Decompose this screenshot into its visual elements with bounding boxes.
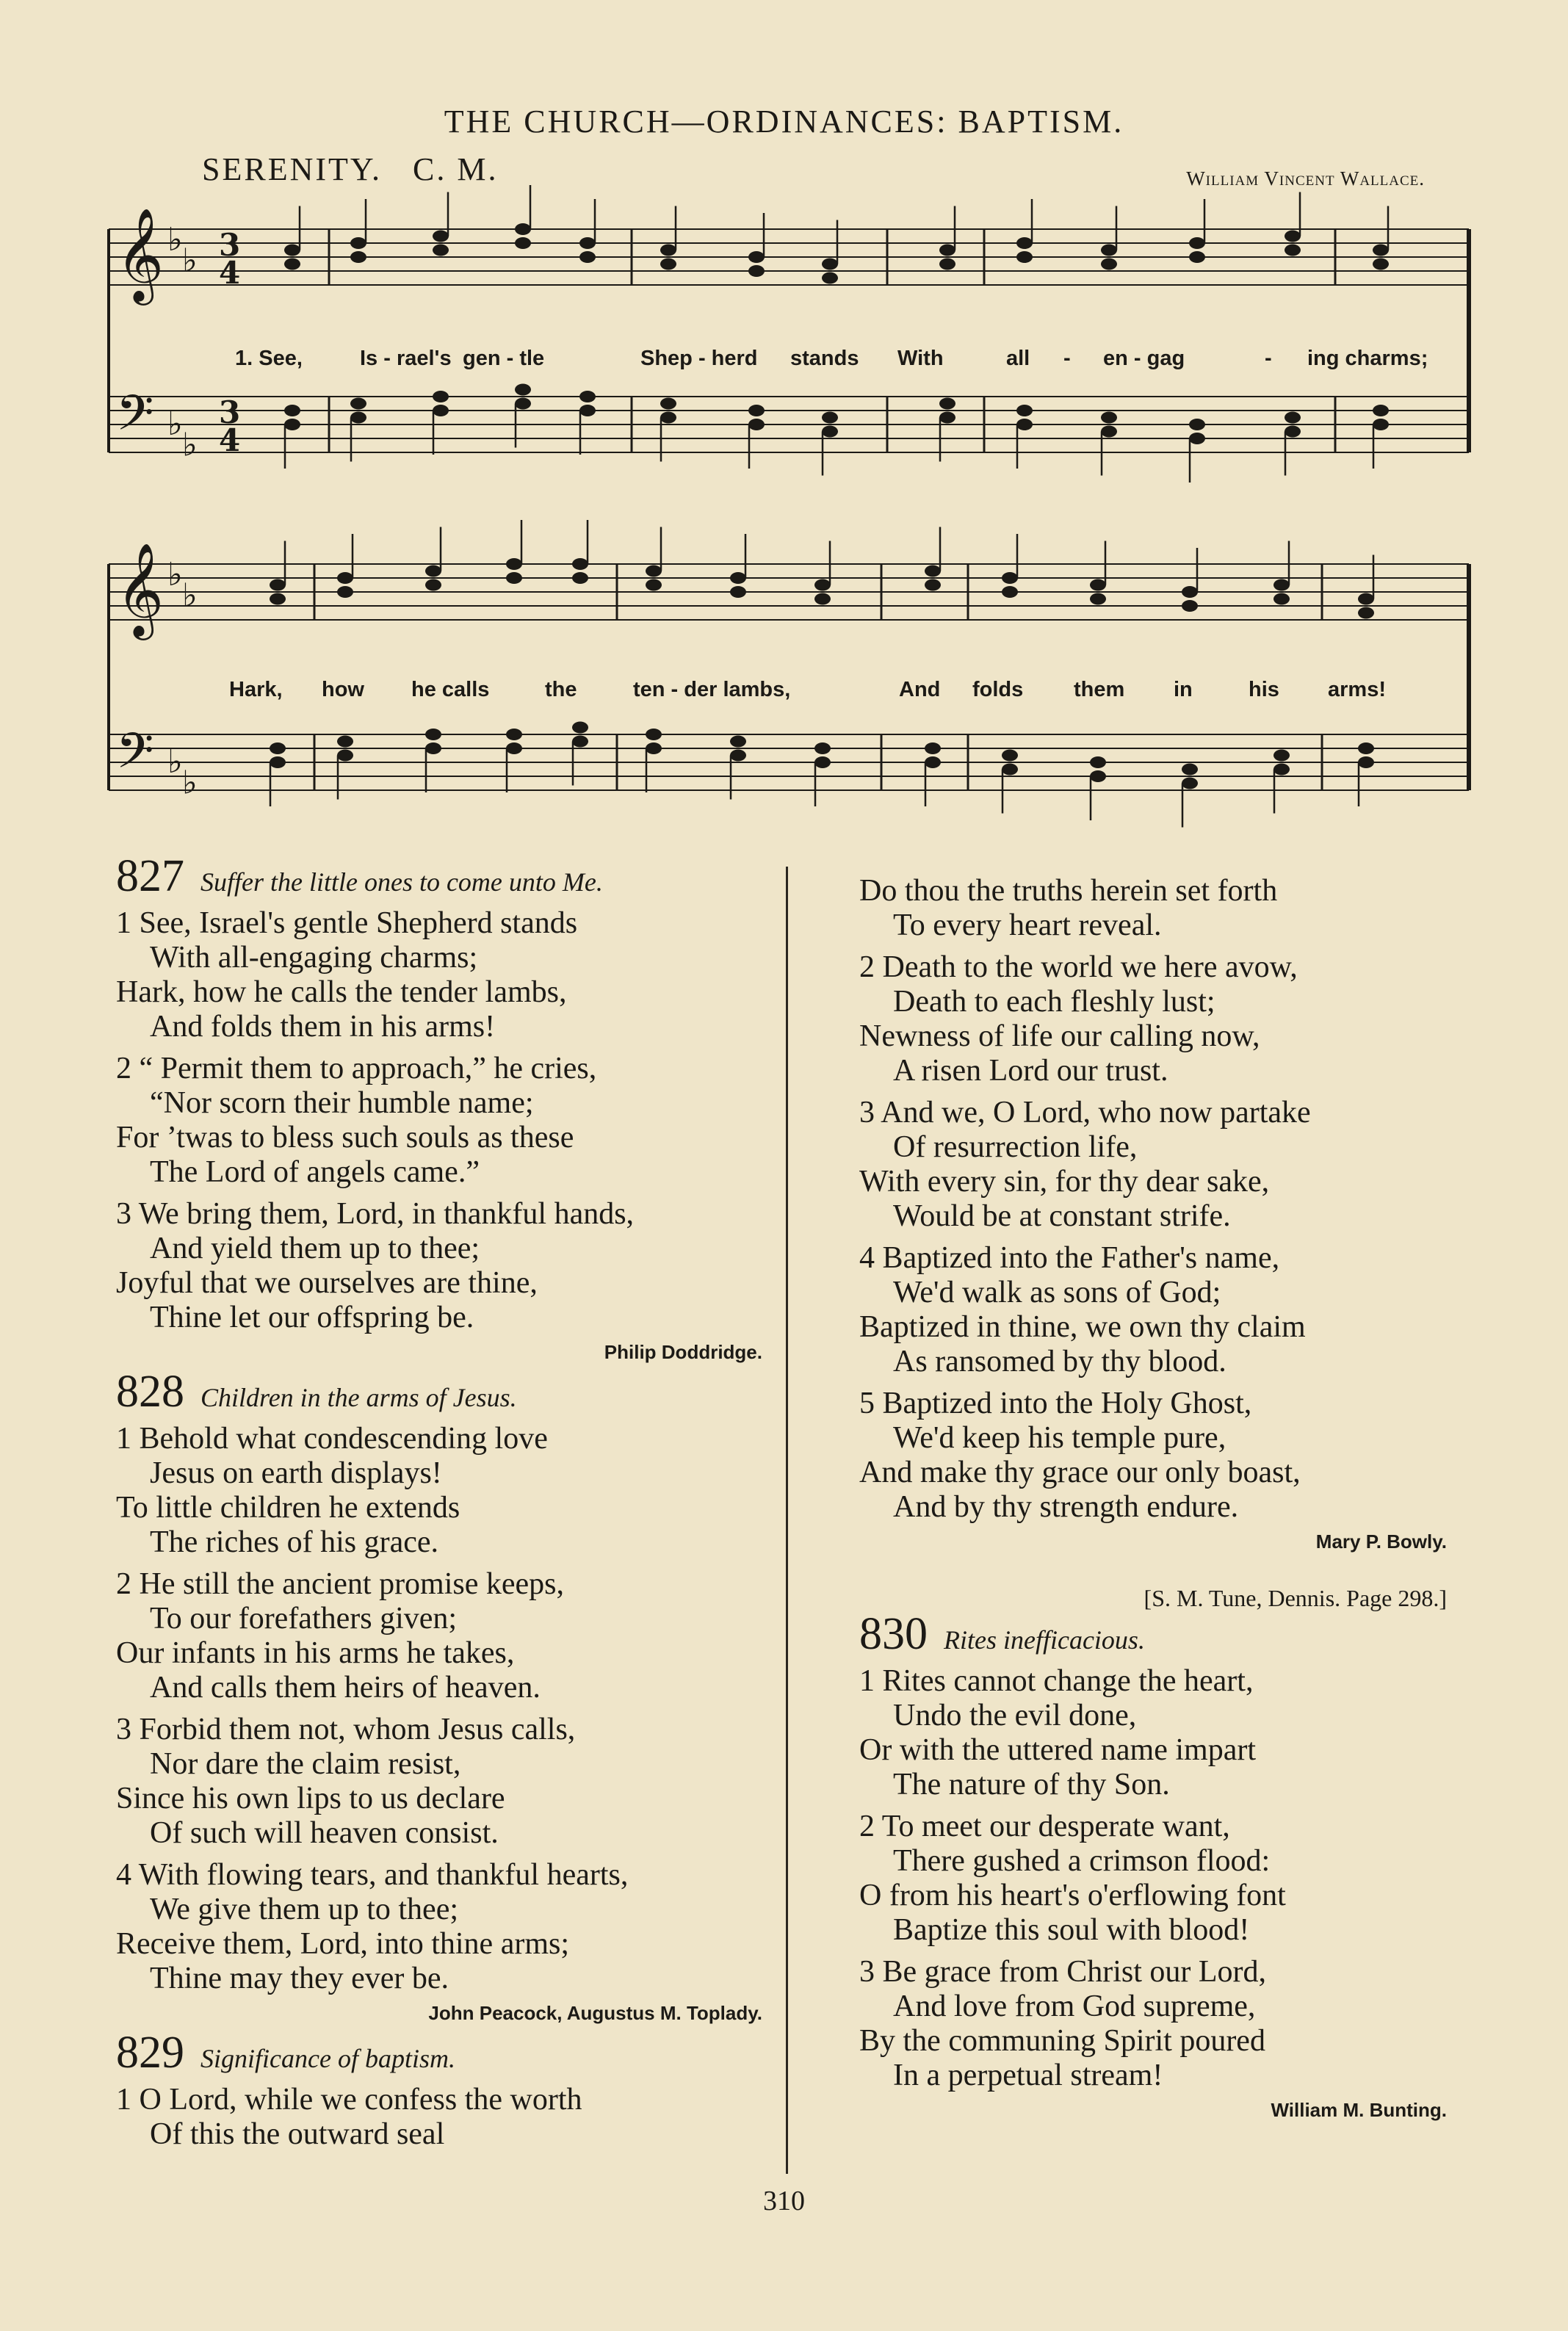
stanza <box>116 1197 762 1335</box>
stanza-line: Do thou the truths herein set forth <box>859 874 1278 908</box>
stanza-line: The nature of thy Son. <box>893 1768 1170 1801</box>
stanza-line: As ransomed by thy blood. <box>893 1345 1226 1378</box>
note-head <box>506 572 522 584</box>
music-score <box>0 0 1568 852</box>
note-head <box>579 391 596 402</box>
note-head <box>1002 764 1018 776</box>
note-head <box>1285 412 1301 424</box>
note-head <box>270 742 286 754</box>
hymn-stanzas <box>116 2083 762 2152</box>
lyric-word: Hark, <box>229 678 283 701</box>
note-head <box>1358 593 1374 605</box>
stanza <box>116 1052 762 1190</box>
note-head <box>1002 586 1018 598</box>
note-head <box>433 391 449 402</box>
hymn-title: Children in the arms of Jesus. <box>200 1383 517 1412</box>
note-head <box>939 412 955 424</box>
stanza-line: 4 With flowing tears, and thankful hearts, <box>116 1858 629 1892</box>
flat-icon: ♭ <box>182 577 198 615</box>
note-head <box>1101 426 1117 438</box>
flat-icon: ♭ <box>167 556 183 593</box>
note-head <box>1285 245 1301 256</box>
note-head <box>822 412 838 424</box>
lyric-word: Is - rael's <box>360 347 452 370</box>
hymn-author: Mary P. Bowly. <box>1315 1530 1447 1553</box>
stanza-line: The Lord of angels came.” <box>150 1155 480 1189</box>
stanza-line: With all-engaging charms; <box>150 941 478 975</box>
stanza <box>859 1241 1447 1379</box>
lyric-word: all <box>1006 347 1030 370</box>
stanza-line: Of this the outward seal <box>150 2117 445 2151</box>
stanza-line: Undo the evil done, <box>893 1699 1137 1732</box>
note-head <box>1016 251 1033 263</box>
note-head <box>572 558 588 570</box>
note-head <box>925 565 941 577</box>
note-head <box>425 565 441 577</box>
note-head <box>925 756 941 768</box>
note-head <box>1090 756 1106 768</box>
stanza-line: With every sin, for thy dear sake, <box>859 1165 1270 1199</box>
hymn-header <box>116 1367 762 1422</box>
stanza-line: To every heart reveal. <box>893 908 1162 942</box>
hymn-829 <box>116 2028 762 2152</box>
note-head <box>1182 764 1198 776</box>
note-head <box>425 742 441 754</box>
note-head <box>1285 426 1301 438</box>
bass-clef-icon: 𝄢 <box>116 723 154 791</box>
note-head <box>270 756 286 768</box>
stanza-line: Receive them, Lord, into thine arms; <box>116 1927 569 1961</box>
note-head <box>822 426 838 438</box>
hymn-title: Suffer the little ones to come unto Me. <box>200 867 603 897</box>
stanza-line: 1 Rites cannot change the heart, <box>859 1664 1254 1698</box>
note-head <box>425 729 441 740</box>
stanza-line: 3 And we, O Lord, who now partake <box>859 1096 1311 1130</box>
time-signature: 3 <box>219 227 241 263</box>
note-head <box>660 398 676 410</box>
lyric-word: arms! <box>1328 678 1386 701</box>
stanza-line: Thine may they ever be. <box>150 1962 449 1995</box>
stanza <box>116 1422 762 1560</box>
note-head <box>1090 770 1106 782</box>
hymn-number: 829 <box>116 2028 184 2078</box>
page-number: 310 <box>763 2186 805 2216</box>
note-head <box>579 237 596 249</box>
note-head <box>337 572 353 584</box>
stanza <box>859 1096 1447 1234</box>
column-divider <box>786 867 788 2174</box>
note-head <box>1189 237 1205 249</box>
stanza-line: 1 O Lord, while we confess the worth <box>116 2083 582 2117</box>
note-head <box>730 572 746 584</box>
hymn-number: 827 <box>116 851 184 901</box>
note-head <box>748 265 765 277</box>
hymn-stanzas <box>116 906 762 1335</box>
note-head <box>814 742 831 754</box>
time-signature: 3 <box>219 394 241 430</box>
treble-clef-icon: 𝄞 <box>116 207 165 301</box>
stanza <box>859 1955 1447 2093</box>
flat-icon: ♭ <box>182 426 198 464</box>
note-head <box>939 398 955 410</box>
stanza-line: Nor dare the claim resist, <box>150 1747 461 1781</box>
note-head <box>270 593 286 605</box>
note-head <box>1182 586 1198 598</box>
note-head <box>270 579 286 591</box>
stanza-line: And yield them up to thee; <box>150 1232 480 1265</box>
note-head <box>822 259 838 270</box>
note-head <box>515 384 531 396</box>
hymn-header <box>116 2028 762 2083</box>
note-head <box>337 736 353 748</box>
note-head <box>579 405 596 416</box>
note-head <box>646 742 662 754</box>
note-head <box>572 572 588 584</box>
stanza-line: Death to each fleshly lust; <box>893 985 1215 1019</box>
stanza-line: And make thy grace our only boast, <box>859 1456 1301 1489</box>
note-head <box>1101 245 1117 256</box>
note-head <box>515 223 531 235</box>
stanza-line: 2 Death to the world we here avow, <box>859 950 1298 984</box>
stanza-line: There gushed a crimson flood: <box>893 1844 1271 1878</box>
stanza-line: We'd walk as sons of God; <box>893 1276 1221 1309</box>
stanza-line: 5 Baptized into the Holy Ghost, <box>859 1387 1252 1420</box>
note-head <box>730 736 746 748</box>
stanza-line: 2 “ Permit them to approach,” he cries, <box>116 1052 597 1085</box>
stanza <box>116 2083 762 2152</box>
stanza-line: 3 Be grace from Christ our Lord, <box>859 1955 1267 1989</box>
note-head <box>337 750 353 762</box>
note-head <box>822 272 838 284</box>
note-head <box>939 259 955 270</box>
stanza-line: In a perpetual stream! <box>893 2059 1163 2092</box>
left-column <box>116 851 762 2162</box>
note-head <box>350 237 366 249</box>
stanza-line: Newness of life our calling now, <box>859 1019 1260 1053</box>
lyric-word: - <box>1265 347 1272 370</box>
lyric-word: the <box>545 678 577 701</box>
stanza-line: And love from God supreme, <box>893 1990 1256 2023</box>
stanza <box>859 1810 1447 1948</box>
note-head <box>1373 405 1389 416</box>
note-head <box>660 245 676 256</box>
note-head <box>1189 433 1205 444</box>
note-head <box>1273 750 1290 762</box>
note-head <box>506 558 522 570</box>
hymn-header <box>116 851 762 906</box>
note-head <box>350 398 366 410</box>
note-head <box>1273 593 1290 605</box>
hymn-stanzas <box>859 874 1447 1525</box>
stanza-line: 1 See, Israel's gentle Shepherd stands <box>116 906 578 940</box>
note-head <box>1373 245 1389 256</box>
time-signature: 4 <box>219 255 241 291</box>
hymn-author: William M. Bunting. <box>1271 2099 1447 2121</box>
stanza <box>116 1567 762 1705</box>
bass-clef-icon: 𝄢 <box>116 385 154 453</box>
note-head <box>646 579 662 591</box>
note-head <box>1373 259 1389 270</box>
stanza-line: We give them up to thee; <box>150 1893 458 1926</box>
note-head <box>1016 419 1033 430</box>
note-head <box>350 412 366 424</box>
note-head <box>337 586 353 598</box>
treble-clef-icon: 𝄞 <box>116 542 165 636</box>
stanza-line: For ’twas to bless such souls as these <box>116 1121 574 1154</box>
flat-icon: ♭ <box>167 405 183 443</box>
lyric-word: ing charms; <box>1307 347 1428 370</box>
note-head <box>515 237 531 249</box>
note-head <box>1273 579 1290 591</box>
hymn-stanzas <box>859 1664 1447 2093</box>
note-head <box>1273 764 1290 776</box>
note-head <box>660 412 676 424</box>
hymn-829-continued <box>859 874 1447 1554</box>
lyric-word: folds <box>972 678 1024 701</box>
note-head <box>433 245 449 256</box>
stanza <box>116 1713 762 1851</box>
note-head <box>748 251 765 263</box>
note-head <box>1182 600 1198 612</box>
stanza-line: And folds them in his arms! <box>150 1010 496 1044</box>
note-head <box>284 245 300 256</box>
hymn-number: 828 <box>116 1367 184 1417</box>
lyric-word: And <box>899 678 941 701</box>
tune-name: SERENITY. <box>202 151 382 187</box>
note-head <box>925 742 941 754</box>
lyrics-line-1 <box>235 347 1428 370</box>
lyric-word: he calls <box>411 678 490 701</box>
note-head <box>646 729 662 740</box>
lyrics-line-2 <box>229 678 1386 701</box>
stanza-line: The riches of his grace. <box>150 1525 438 1559</box>
note-head <box>515 398 531 410</box>
flat-icon: ♭ <box>167 221 183 259</box>
lyric-word: 1. See, <box>235 347 303 370</box>
note-head <box>1285 231 1301 242</box>
hymn-827 <box>116 851 762 1365</box>
note-head <box>572 722 588 734</box>
stanza-line: 3 Forbid them not, whom Jesus calls, <box>116 1713 576 1746</box>
note-head <box>730 586 746 598</box>
page-header: THE CHURCH—ORDINANCES: BAPTISM. <box>444 104 1124 140</box>
note-head <box>1182 778 1198 789</box>
note-head <box>1016 237 1033 249</box>
lyric-word: in <box>1174 678 1193 701</box>
stanza <box>859 1387 1447 1525</box>
note-head <box>572 736 588 748</box>
note-head <box>350 251 366 263</box>
flat-icon: ♭ <box>167 743 183 781</box>
stanza-line: 1 Behold what condescending love <box>116 1422 548 1456</box>
lyric-word: Shep - herd <box>640 347 758 370</box>
stanza <box>116 1858 762 1996</box>
stanza-line: By the communing Spirit poured <box>859 2024 1265 2058</box>
note-head <box>433 405 449 416</box>
hymn-830 <box>859 1583 1447 2122</box>
stanza-line: 2 He still the ancient promise keeps, <box>116 1567 565 1601</box>
hymn-header <box>859 1609 1447 1664</box>
stanza <box>859 874 1447 943</box>
lyric-word: his <box>1249 678 1279 701</box>
stanza-line: Or with the uttered name impart <box>859 1733 1256 1767</box>
stanza-line: Thine let our offspring be. <box>150 1301 474 1334</box>
note-head <box>748 419 765 430</box>
hymn-stanzas <box>116 1422 762 1996</box>
note-head <box>284 259 300 270</box>
lyric-word: With <box>897 347 944 370</box>
hymn-number: 830 <box>859 1609 928 1659</box>
note-head <box>1358 742 1374 754</box>
note-head <box>1189 419 1205 430</box>
staff-systems <box>109 185 1469 828</box>
note-head <box>1101 259 1117 270</box>
note-head <box>284 419 300 430</box>
note-head <box>1090 593 1106 605</box>
hymn-author: Philip Doddridge. <box>604 1341 762 1363</box>
hymn-828 <box>116 1367 762 2025</box>
stanza-line: 2 To meet our desperate want, <box>859 1810 1230 1843</box>
note-head <box>939 245 955 256</box>
note-head <box>646 565 662 577</box>
stanza-line: Our infants in his arms he takes, <box>116 1636 515 1670</box>
note-head <box>1373 419 1389 430</box>
lyric-word: how <box>322 678 364 701</box>
stanza-line: A risen Lord our trust. <box>893 1054 1168 1088</box>
lyric-word: en - gag <box>1103 347 1185 370</box>
stanza-line: O from his heart's o'erflowing font <box>859 1879 1286 1912</box>
stanza-line: Hark, how he calls the tender lambs, <box>116 975 567 1009</box>
note-head <box>425 579 441 591</box>
note-head <box>748 405 765 416</box>
hymn-title: Rites inefficacious. <box>944 1625 1145 1655</box>
stanza <box>116 906 762 1044</box>
stanza-line: 4 Baptized into the Father's name, <box>859 1241 1280 1275</box>
hymn-title: Significance of baptism. <box>200 2044 455 2073</box>
note-head <box>1002 572 1018 584</box>
lyric-word: stands <box>790 347 859 370</box>
note-head <box>814 579 831 591</box>
tune-reference: [S. M. Tune, Dennis. Page 298.] <box>1144 1585 1447 1611</box>
stanza-line: Jesus on earth displays! <box>150 1456 442 1490</box>
note-head <box>1101 412 1117 424</box>
stanza-line: 3 We bring them, Lord, in thankful hands, <box>116 1197 635 1231</box>
time-signature: 4 <box>219 422 241 458</box>
stanza-line: Would be at constant strife. <box>893 1199 1231 1233</box>
stanza-line: To our forefathers given; <box>150 1602 458 1636</box>
tune-meter: C. M. <box>412 151 499 187</box>
note-head <box>579 251 596 263</box>
note-head <box>1358 607 1374 619</box>
lyric-word: ten - der lambs, <box>633 678 791 701</box>
lyric-word: them <box>1074 678 1125 701</box>
stanza-line: And by thy strength endure. <box>893 1490 1239 1524</box>
note-head <box>506 729 522 740</box>
stanza-line: We'd keep his temple pure, <box>893 1421 1226 1455</box>
stanza <box>859 950 1447 1088</box>
note-head <box>660 259 676 270</box>
composer: William Vincent Wallace. <box>1186 167 1425 189</box>
note-head <box>1090 579 1106 591</box>
lyric-word: gen - tle <box>463 347 545 370</box>
note-head <box>1358 756 1374 768</box>
note-head <box>814 756 831 768</box>
stanza <box>859 1664 1447 1802</box>
stanza-line: And calls them heirs of heaven. <box>150 1671 541 1705</box>
stanza-line: Of resurrection life, <box>893 1130 1138 1164</box>
stanza-line: Joyful that we ourselves are thine, <box>116 1266 538 1300</box>
lyric-word: - <box>1063 347 1071 370</box>
right-column <box>859 874 1447 2133</box>
note-head <box>1189 251 1205 263</box>
stanza-line: “Nor scorn their humble name; <box>150 1086 534 1120</box>
stanza-line: To little children he extends <box>116 1491 460 1525</box>
stanza-line: Baptized in thine, we own thy claim <box>859 1310 1306 1344</box>
stanza-line: Of such will heaven consist. <box>150 1816 499 1850</box>
note-head <box>1016 405 1033 416</box>
note-head <box>506 742 522 754</box>
flat-icon: ♭ <box>182 242 198 280</box>
stanza-line: Baptize this soul with blood! <box>893 1913 1250 1947</box>
note-head <box>1002 750 1018 762</box>
note-head <box>814 593 831 605</box>
hymn-author: John Peacock, Augustus M. Toplady. <box>428 2002 762 2024</box>
note-head <box>433 231 449 242</box>
stanza-line: Since his own lips to us declare <box>116 1782 505 1815</box>
note-head <box>925 579 941 591</box>
flat-icon: ♭ <box>182 764 198 802</box>
note-head <box>730 750 746 762</box>
note-head <box>284 405 300 416</box>
